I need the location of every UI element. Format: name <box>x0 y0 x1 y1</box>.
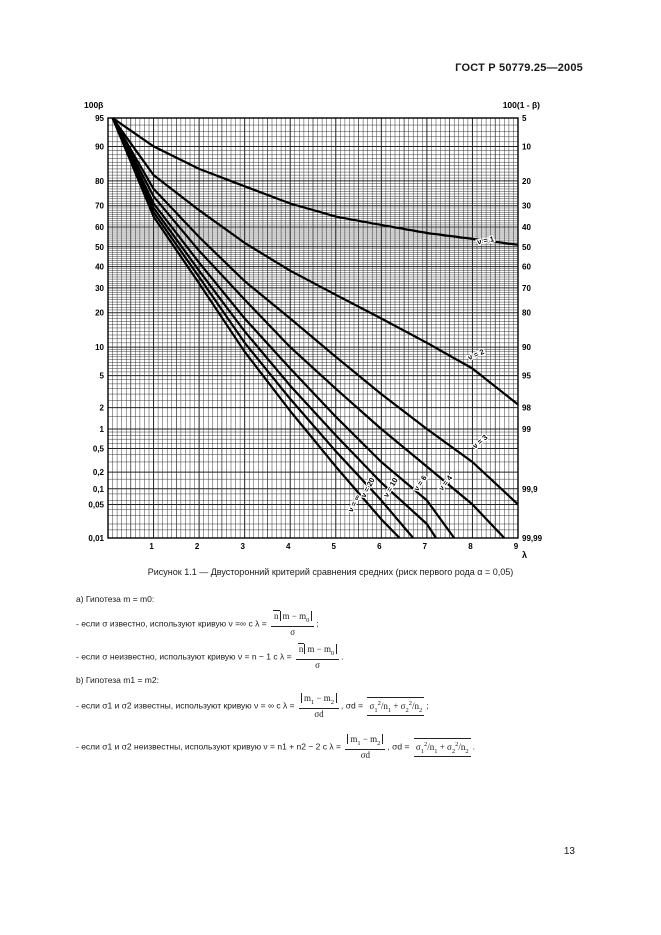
curve-label: ν = 4 <box>436 473 455 493</box>
lambda-denominator: σ <box>290 626 296 637</box>
lambda-formula-two-sample-unknown: $\frac{m_1 - m_2}{\sigma d}$ <box>345 734 385 761</box>
x-tick-label: 8 <box>468 542 473 551</box>
curve-label: ν = ∞ <box>346 493 363 514</box>
left-tick-label: 1 <box>99 424 104 434</box>
x-tick-label: 7 <box>422 542 428 551</box>
lambda-eq-label-4: λ = <box>329 741 341 752</box>
x-tick-label: 9 <box>513 542 519 551</box>
left-tick-label: 60 <box>95 222 104 232</box>
right-tick-label: 90 <box>522 343 531 353</box>
hypothesis-a-title: a) Гипотеза m = m0: <box>76 594 155 604</box>
curve-label: ν = 6 <box>411 473 429 493</box>
right-tick-label: 20 <box>522 176 531 186</box>
left-tick-label: 0,01 <box>88 534 104 543</box>
lambda-eq-label-2: λ = <box>279 651 292 662</box>
page-number: 13 <box>563 846 575 857</box>
curve-line <box>113 118 518 504</box>
chart-svg <box>82 88 542 558</box>
lambda-formula-unknown: $\frac{n m - m_0}{\sigma}$ <box>296 644 339 671</box>
right-tick-label: 99,99 <box>522 534 542 543</box>
right-tick-label: 70 <box>522 283 531 293</box>
left-tick-label: 0,1 <box>92 484 104 494</box>
lambda-denominator-4: σd <box>360 749 371 760</box>
hypothesis-a-unknown-text: - если σ неизвестно, используют кривую ν = n − 1 с <box>76 651 278 662</box>
sigma-d-eq-label-2: σd = <box>392 741 410 752</box>
curve-label: ν = 10 <box>381 476 400 499</box>
sigma-d-eq-label: σd = <box>345 700 364 711</box>
hypothesis-b-title: b) Гипотеза m1 = m2: <box>76 675 159 685</box>
left-tick-label: 10 <box>95 343 104 353</box>
left-tick-label: 0,5 <box>92 444 104 454</box>
curve-label: ν = 2 <box>466 346 486 363</box>
curve-label: ν = 1 <box>476 234 495 247</box>
hypothesis-b-unknown: - если σ1 и σ2 неизвестны, используют кривую ν = n1 + n2 − 2 с λ = $\frac{m_1 - m_2}{\sigma d}$ , σd = $\sigma_1^2/n_1 + \sigma_2^2/n_2$ . <box>76 734 476 760</box>
right-tick-label: 99,9 <box>522 484 538 494</box>
hypothesis-a-known-text: - если σ известно, используют кривую ν =∞ с <box>76 618 253 629</box>
left-tick-label: 5 <box>99 371 104 381</box>
curve-line <box>113 118 518 405</box>
nomogram-chart <box>82 88 542 558</box>
left-axis-label: 100β <box>84 100 104 110</box>
lambda-eq-label-3: λ = <box>283 700 295 711</box>
hypothesis-a-unknown: - если σ неизвестно, используют кривую ν = n − 1 с λ = $\frac{n m - m_0}{\sigma}$ . <box>76 644 344 670</box>
left-tick-label: 40 <box>95 262 104 272</box>
right-tick-label: 10 <box>522 142 531 152</box>
left-tick-label: 90 <box>95 142 104 152</box>
lambda-formula-two-sample: $\frac{m_1 - m_2}{\sigma d}$ <box>299 693 339 720</box>
hypothesis-a-known: - если σ известно, используют кривую ν =∞ с λ = $\frac{n m - m_0}{\sigma}$ ; <box>76 611 319 637</box>
lambda-formula-known: $\frac{n m - m_0}{\sigma}$ <box>271 611 314 638</box>
figure-caption: Рисунок 1.1 — Двусторонний критерий сравнения средних (риск первого рода α = 0,05) <box>147 567 514 577</box>
lambda-denominator-2: σ <box>315 659 320 670</box>
right-tick-label: 95 <box>522 371 531 381</box>
left-tick-label: 80 <box>95 176 104 186</box>
lambda-eq-label: λ = <box>255 618 267 629</box>
left-tick-label: 0,2 <box>92 468 104 478</box>
x-tick-label: 6 <box>377 542 382 551</box>
left-tick-label: 2 <box>99 403 104 413</box>
document-header: ГОСТ Р 50779.25—2005 <box>455 62 583 74</box>
sigma-d-formula: $\sigma_1^2/n_1 + \sigma_2^2/n_2$ <box>367 697 424 717</box>
x-tick-label: 4 <box>285 542 291 551</box>
hypothesis-b-known-text: - если σ1 и σ2 известны, используют кривую ν = ∞ с <box>76 700 281 711</box>
hypothesis-b-unknown-text: - если σ1 и σ2 неизвестны, используют кривую ν = n1 + n2 − 2 с <box>76 741 327 752</box>
right-axis-label: 100(1 - β) <box>502 100 540 110</box>
right-tick-label: 30 <box>522 201 531 211</box>
lambda-denominator-3: σd <box>314 708 324 719</box>
left-tick-label: 95 <box>95 114 104 123</box>
right-tick-label: 50 <box>522 242 531 252</box>
left-tick-label: 50 <box>95 242 104 252</box>
x-tick-label: 3 <box>240 542 245 551</box>
right-tick-label: 40 <box>522 222 531 232</box>
hypothesis-b-known: - если σ1 и σ2 известны, используют кривую ν = ∞ с λ = $\frac{m_1 - m_2}{\sigma d}$ , σd = $\sigma_1^2/n_1 + \sigma_2^2/n_2$ ; <box>76 693 429 719</box>
x-tick-label: 1 <box>149 542 154 551</box>
curve-label: ν = 20 <box>358 476 377 500</box>
left-tick-label: 30 <box>95 283 104 293</box>
right-tick-label: 5 <box>522 114 527 123</box>
left-tick-label: 0,05 <box>88 500 104 510</box>
left-tick-label: 20 <box>95 308 104 318</box>
right-tick-label: 99 <box>522 424 531 434</box>
curve-line <box>113 118 518 245</box>
right-tick-label: 98 <box>522 403 531 413</box>
right-tick-label: 60 <box>522 262 531 272</box>
left-tick-label: 70 <box>95 201 104 211</box>
curve-label: ν = 3 <box>470 432 490 451</box>
x-tick-label: 2 <box>194 542 200 551</box>
sigma-d-formula-2: $\sigma_1^2/n_1 + \sigma_2^2/n_2$ <box>414 738 471 758</box>
right-tick-label: 80 <box>522 308 531 318</box>
x-tick-label: 5 <box>331 542 337 551</box>
x-axis-label: λ <box>522 550 528 558</box>
